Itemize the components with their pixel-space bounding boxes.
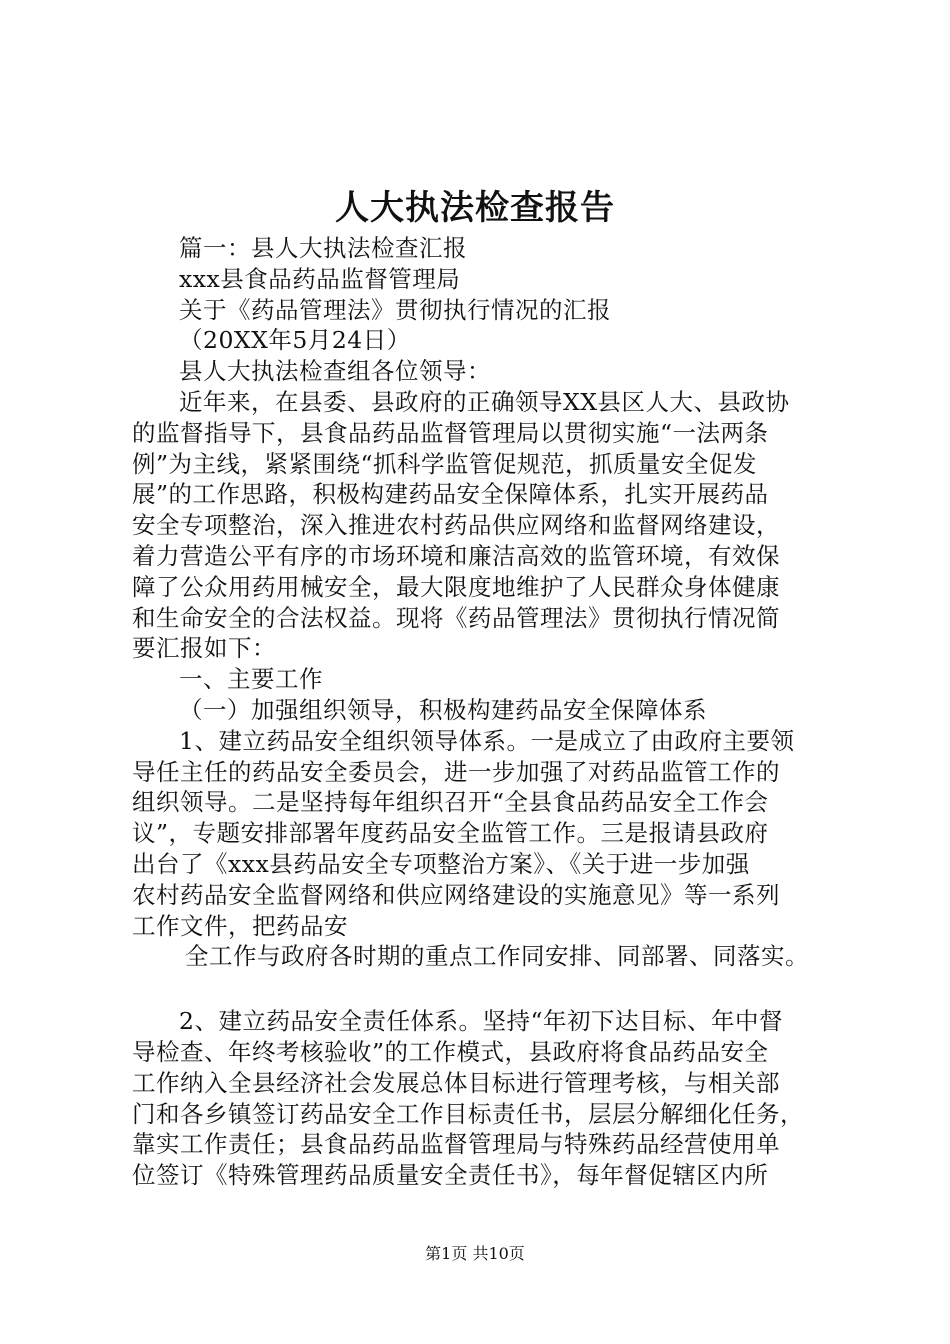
- paragraph-line: 农村药品安全监督网络和供应网络建设的实施意见》等一系列: [132, 880, 780, 909]
- paragraph-line: 导检查、年终考核验收”的工作模式，县政府将食品药品安全: [132, 1037, 769, 1066]
- paragraph-line: 导任主任的药品安全委员会，进一步加强了对药品监管工作的: [132, 757, 780, 786]
- paragraph-line: 着力营造公平有序的市场环境和廉洁高效的监管环境，有效保: [132, 541, 780, 570]
- paragraph-line: 议”，专题安排部署年度药品安全监管工作。三是报请县政府: [132, 819, 769, 848]
- subsection-heading: （一）加强组织领导，积极构建药品安全保障体系: [179, 695, 707, 724]
- report-subject: 关于《药品管理法》贯彻执行情况的汇报: [179, 295, 611, 324]
- paragraph-line: 近年来，在县委、县政府的正确领导XX县区人大、县政协: [179, 387, 790, 416]
- paragraph-line: 组织领导。二是坚持每年组织召开“全县食品药品安全工作会: [132, 788, 769, 817]
- document-title: 人大执法检查报告: [335, 188, 615, 228]
- intro-paragraph: [132, 387, 836, 664]
- paragraph-line: 位签订《特殊管理药品质量安全责任书》，每年督促辖区内所: [132, 1161, 769, 1190]
- report-date: （20XX年5月24日）: [179, 326, 411, 355]
- paragraph-line: 的监督指导下，县食品药品监督管理局以贯彻实施“一法两条: [132, 418, 769, 447]
- paragraph-line: 1、建立药品安全组织领导体系。一是成立了由政府主要领: [179, 726, 795, 755]
- paragraph-line: 展”的工作思路，积极构建药品安全保障体系，扎实开展药品: [132, 480, 769, 509]
- document-body: [132, 233, 836, 1191]
- issuer-line: xxx县食品药品监督管理局: [179, 264, 461, 293]
- salutation: 县人大执法检查组各位领导：: [179, 357, 491, 386]
- paragraph-line: 例”为主线，紧紧围绕“抓科学监管促规范，抓质量安全促发: [132, 449, 758, 478]
- paragraph-line: 出台了《xxx县药品安全专项整治方案》、《关于进一步加强: [132, 849, 750, 878]
- responsibility-paragraph: [132, 1006, 836, 1191]
- paragraph-line: 工作纳入全县经济社会发展总体目标进行管理考核，与相关部: [132, 1068, 780, 1097]
- paragraph-gap: [132, 972, 836, 1006]
- organization-paragraph: [132, 726, 836, 972]
- paragraph-line: 门和各乡镇签订药品安全工作目标责任书，层层分解细化任务，: [132, 1099, 804, 1128]
- paragraph-line: 和生命安全的合法权益。现将《药品管理法》贯彻执行情况简: [132, 603, 780, 632]
- paragraph-line: 安全专项整治，深入推进农村药品供应网络和监督网络建设，: [132, 511, 780, 540]
- paragraph-line: 2、建立药品安全责任体系。坚持“年初下达目标、年中督: [179, 1007, 783, 1036]
- article-heading: 篇一：县人大执法检查汇报: [179, 234, 467, 262]
- page-number: 第1页 共10页: [425, 1244, 525, 1263]
- paragraph-line: 障了公众用药用械安全，最大限度地维护了人民群众身体健康: [132, 572, 780, 601]
- paragraph-line: 全工作与政府各时期的重点工作同安排、同部署、同落实。: [185, 942, 809, 971]
- paragraph-line: 工作文件，把药品安: [132, 911, 348, 940]
- section-heading: 一、主要工作: [179, 665, 323, 694]
- paragraph-line: 要汇报如下：: [132, 634, 276, 663]
- paragraph-line: 靠实工作责任；县食品药品监督管理局与特殊药品经营使用单: [132, 1130, 780, 1159]
